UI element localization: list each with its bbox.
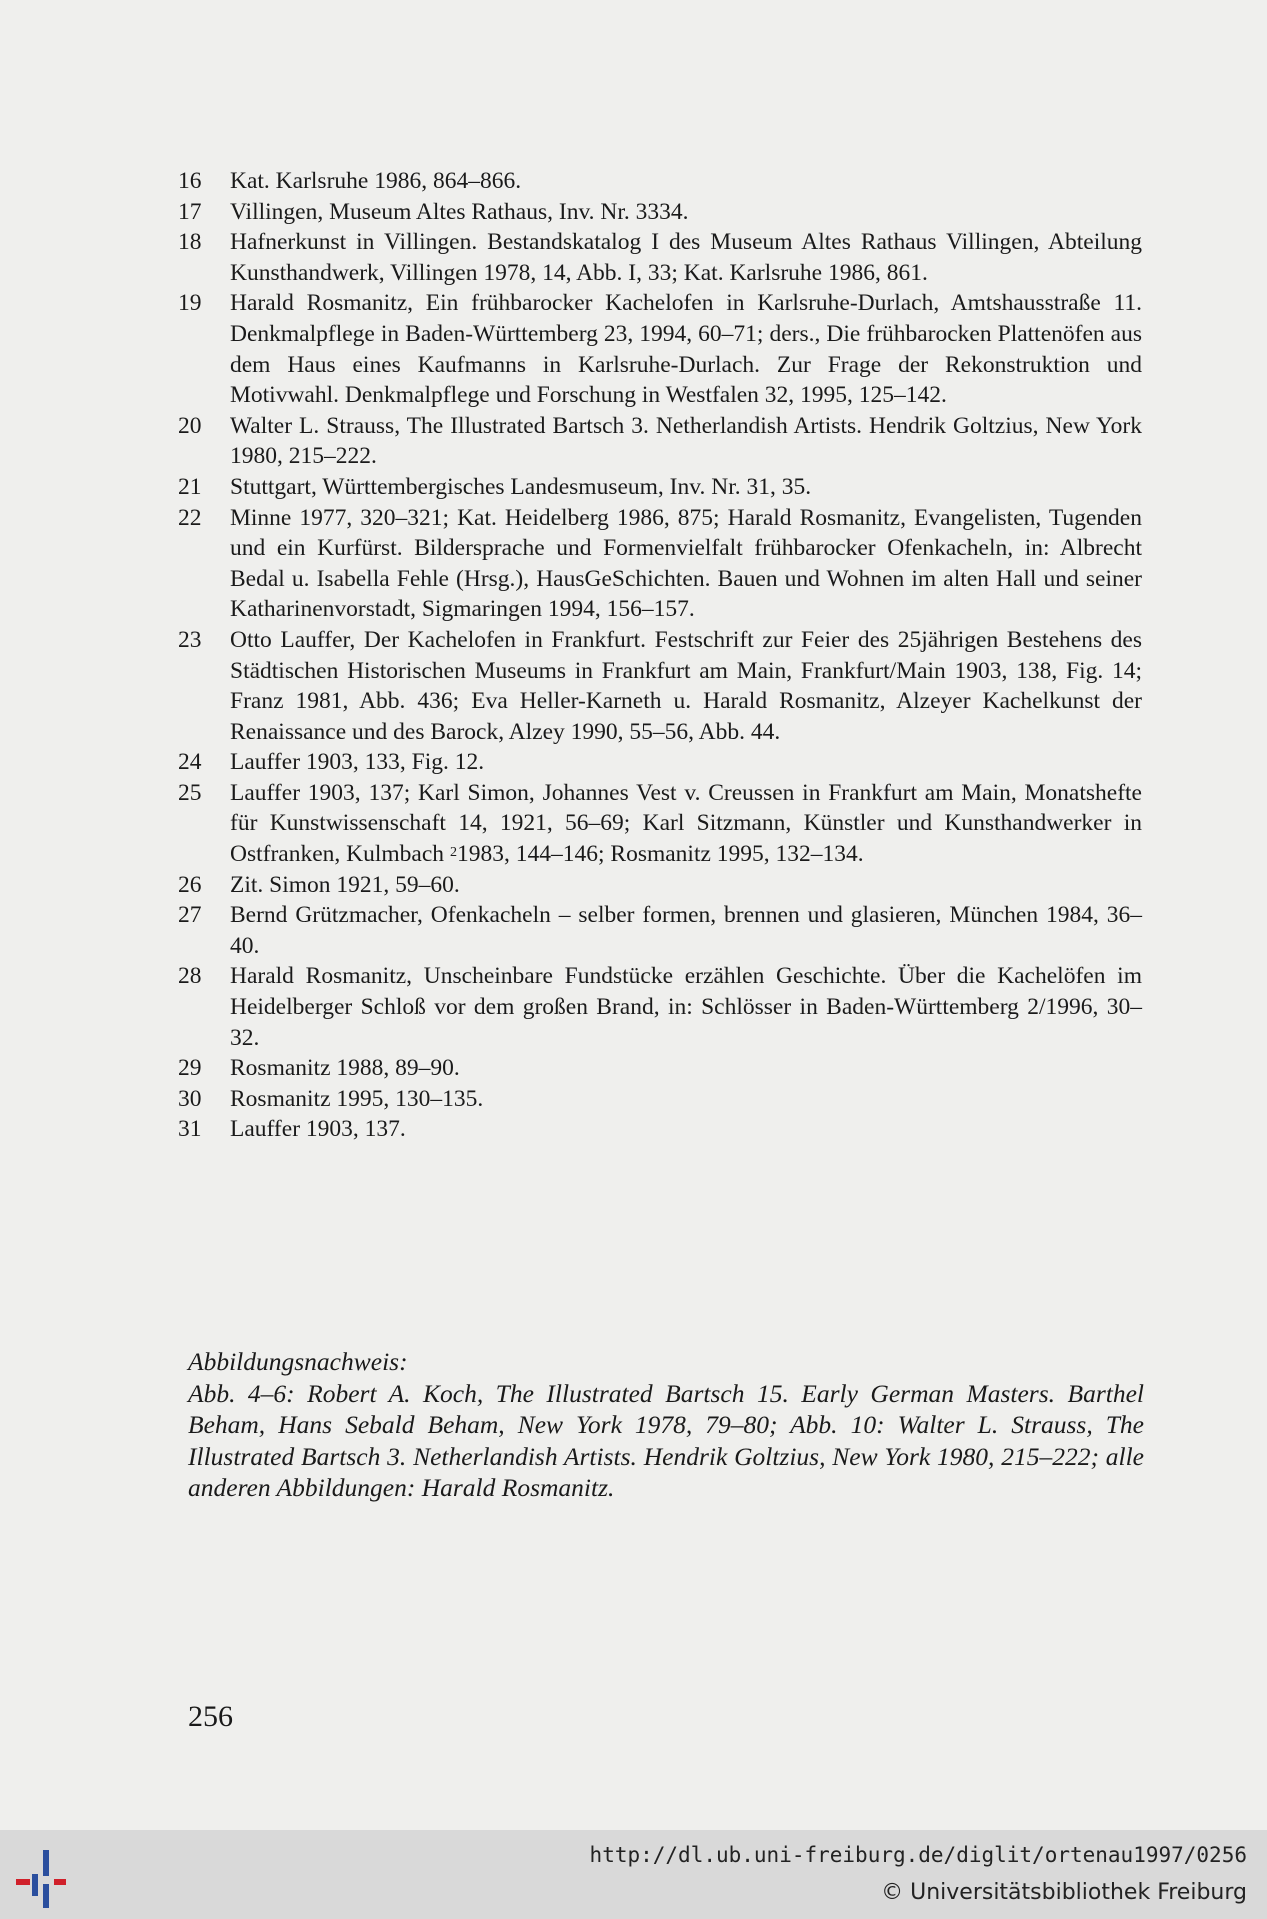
endnote-number: 17 bbox=[178, 198, 202, 225]
endnote-text-part: 1983, 144–146; Rosmanitz 1995, 132–134. bbox=[456, 841, 864, 868]
endnote bbox=[178, 1114, 1142, 1145]
endnote-text: Lauffer 1903, 137. bbox=[230, 1116, 406, 1143]
endnotes-list bbox=[178, 166, 1142, 1145]
endnote-text: Bernd Grützmacher, Ofenkacheln – selber formen, brennen und glasieren, München 1984, 36–40. bbox=[230, 902, 1142, 959]
endnote-number: 31 bbox=[178, 1116, 202, 1143]
ub-freiburg-logo-icon bbox=[10, 1842, 80, 1912]
endnote bbox=[178, 166, 1142, 197]
endnote bbox=[178, 472, 1142, 503]
endnote-number: 25 bbox=[178, 779, 202, 806]
endnote-number: 18 bbox=[178, 229, 202, 256]
endnote-text-part: Lauffer 1903, 137; Karl Simon, Johannes Vest v. Creussen in Frankfurt am Main, Monatshefte für Kunstwissenschaft 14, 1921, 56–69; Karl Sitzmann, Künstler und Kunsthandwerker in Ostfranken, Kulmbach bbox=[230, 779, 1142, 868]
endnote bbox=[178, 503, 1142, 625]
endnote-number: 30 bbox=[178, 1085, 202, 1112]
endnote-text: Rosmanitz 1988, 89–90. bbox=[230, 1055, 460, 1082]
endnote bbox=[178, 197, 1142, 228]
endnote-number: 20 bbox=[178, 412, 202, 439]
endnote bbox=[178, 411, 1142, 472]
viewer-footer bbox=[0, 1830, 1267, 1919]
permalink-url[interactable]: http://dl.ub.uni-freiburg.de/diglit/ortenau1997/0256 bbox=[589, 1843, 1247, 1867]
endnote-text: Harald Rosmanitz, Ein frühbarocker Kachelofen in Karlsruhe-Durlach, Amtshausstraße 11. Denkmalpflege in Baden-Württemberg 23, 1994, 60–71; ders., Die frühbarocken Plattenöfen aus dem Haus eines Kaufmanns in Karlsruhe-Durlach. Zur Frage der Rekonstruktion und Motivwahl. Denkmalpflege und Forschung in Westfalen 32, 1995, 125–142. bbox=[230, 290, 1142, 409]
endnote-number: 28 bbox=[178, 963, 202, 990]
endnote-number: 22 bbox=[178, 504, 202, 531]
endnote bbox=[178, 1084, 1142, 1115]
endnote bbox=[178, 961, 1142, 1053]
endnote-text: Lauffer 1903, 133, Fig. 12. bbox=[230, 749, 485, 776]
endnote-text: Walter L. Strauss, The Illustrated Bartsch 3. Netherlandish Artists. Hendrik Goltzius, New York 1980, 215–222. bbox=[230, 412, 1142, 470]
endnote bbox=[178, 900, 1142, 961]
endnote-number: 26 bbox=[178, 871, 202, 898]
endnote-text: Hafnerkunst in Villingen. Bestandskatalog I des Museum Altes Rathaus Villingen, Abteilung Kunsthandwerk, Villingen 1978, 14, Abb. I, 33; Kat. Karlsruhe 1986, 861. bbox=[230, 229, 1142, 286]
endnote-text: Minne 1977, 320–321; Kat. Heidelberg 1986, 875; Harald Rosmanitz, Evangelisten, Tugenden und ein Kurfürst. Bildersprache und Formenvielfalt frühbarocker Ofenkacheln, in: Albrecht Bedal u. Isabella Fehle (Hrsg.), HausGeSchichten. Bauen und Wohnen im alten Hall und seiner Katharinenvorstadt, Sigmaringen 1994, 156–157. bbox=[230, 504, 1142, 623]
endnote-text: Villingen, Museum Altes Rathaus, Inv. Nr. 3334. bbox=[230, 198, 689, 225]
endnote-text: Kat. Karlsruhe 1986, 864–866. bbox=[230, 168, 522, 194]
endnote-number: 21 bbox=[178, 473, 202, 500]
endnote bbox=[178, 1053, 1142, 1084]
endnote-number: 27 bbox=[178, 902, 202, 929]
endnote-number: 24 bbox=[178, 749, 202, 776]
endnote bbox=[178, 870, 1142, 901]
image-credits-text: Abb. 4–6: Robert A. Koch, The Illustrated Bartsch 15. Early German Masters. Barthel Beham, Hans Sebald Beham, New York 1978, 79–80; Abb. 10: Walter L. Strauss, The Illustrated Bartsch 3. Netherlandish Artists. Hendrik Goltzius, New York 1980, 215–222; alle anderen Abbildungen: Harald Rosmanitz. bbox=[188, 1378, 1144, 1502]
endnote bbox=[178, 625, 1142, 747]
endnote-number: 19 bbox=[178, 290, 202, 317]
endnote-text: Rosmanitz 1995, 130–135. bbox=[230, 1085, 484, 1112]
endnote-text: Otto Lauffer, Der Kachelofen in Frankfurt. Festschrift zur Feier des 25jährigen Bestehens des Städtischen Historischen Museums in Frankfurt am Main, Frankfurt/Main 1903, 138, Fig. 14; Franz 1981, Abb. 436; Eva Heller-Karneth u. Harald Rosmanitz, Alzeyer Kachelkunst der Renaissance und des Barock, Alzey 1990, 55–56, Abb. 44. bbox=[230, 626, 1142, 745]
endnote-number: 23 bbox=[178, 626, 202, 653]
image-credits-heading: Abbildungsnachweis: bbox=[188, 1347, 408, 1376]
endnote bbox=[178, 778, 1142, 870]
page-number: 256 bbox=[188, 1700, 233, 1733]
endnote-number: 29 bbox=[178, 1055, 202, 1082]
endnote bbox=[178, 227, 1142, 288]
endnote-text: Zit. Simon 1921, 59–60. bbox=[230, 871, 460, 898]
endnote bbox=[178, 288, 1142, 410]
endnote-number: 16 bbox=[178, 168, 202, 194]
image-credits bbox=[188, 1346, 1144, 1504]
endnote bbox=[178, 747, 1142, 778]
edition-superscript: 2 bbox=[449, 844, 457, 861]
endnote-text: Harald Rosmanitz, Unscheinbare Fundstücke erzählen Geschichte. Über die Kachelöfen im Heidelberger Schloß vor dem großen Brand, in: Schlösser in Baden-Württemberg 2/1996, 30–32. bbox=[230, 963, 1142, 1051]
endnote-text: Stuttgart, Württembergisches Landesmuseum, Inv. Nr. 31, 35. bbox=[230, 473, 812, 500]
endnote-text bbox=[230, 778, 1142, 870]
copyright-notice: © Universitätsbibliothek Freiburg bbox=[881, 1880, 1247, 1905]
